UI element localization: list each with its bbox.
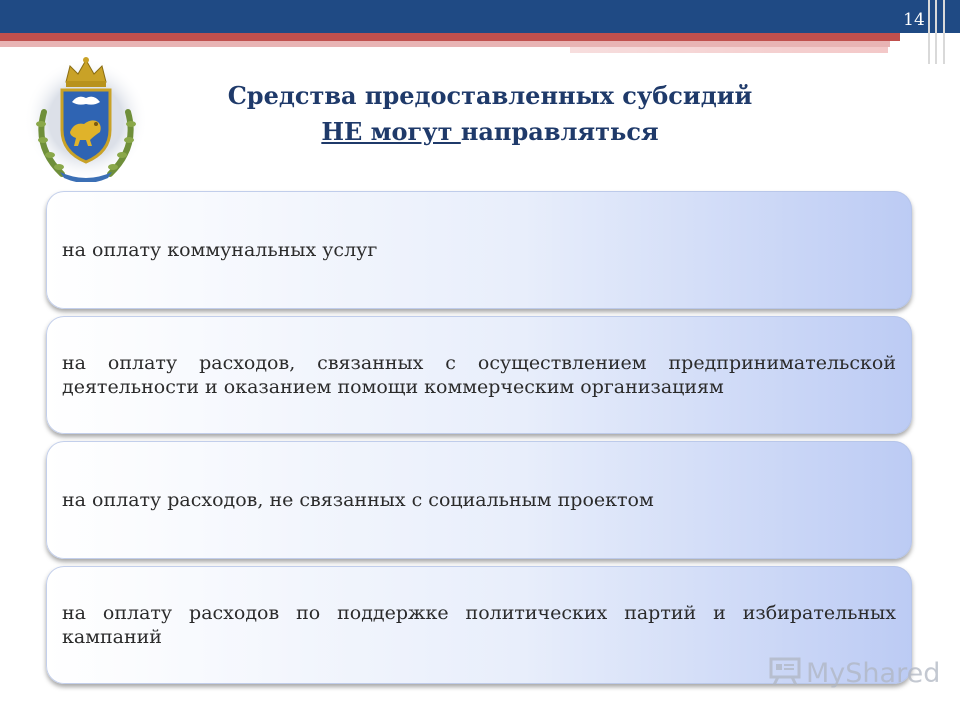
list-item <box>46 441 912 559</box>
list-item-text: на оплату коммунальных услуг <box>62 239 378 261</box>
divider-line <box>560 53 890 55</box>
title-line-1: Средства предоставленных субсидий <box>227 81 753 110</box>
title-line-2 <box>160 114 820 150</box>
list-item-text: на оплату расходов по поддержке политических партий и избирательных кампаний <box>62 602 896 648</box>
list-item-text: на оплату расходов, связанных с осуществлением предпринимательской деятельности и оказанием помощи коммерческим организациям <box>62 352 896 398</box>
top-header-bar <box>0 0 960 33</box>
red-accent-bar <box>0 33 900 41</box>
title-underlined-phrase: НЕ могут <box>321 117 461 146</box>
slide-title <box>160 78 820 150</box>
watermark <box>768 656 940 690</box>
page-number: 14 <box>903 10 925 30</box>
watermark-text: MyShared <box>806 657 941 689</box>
vertical-rule <box>943 0 945 64</box>
title-rest: направляться <box>460 117 659 146</box>
list-item <box>46 316 912 434</box>
list-item-text: на оплату расходов, не связанных с социальным проектом <box>62 489 654 511</box>
presentation-board-icon <box>768 656 802 690</box>
vertical-rule <box>935 0 937 64</box>
list-item <box>46 191 912 309</box>
vertical-rule <box>928 0 930 64</box>
coat-of-arms-icon <box>22 52 150 182</box>
